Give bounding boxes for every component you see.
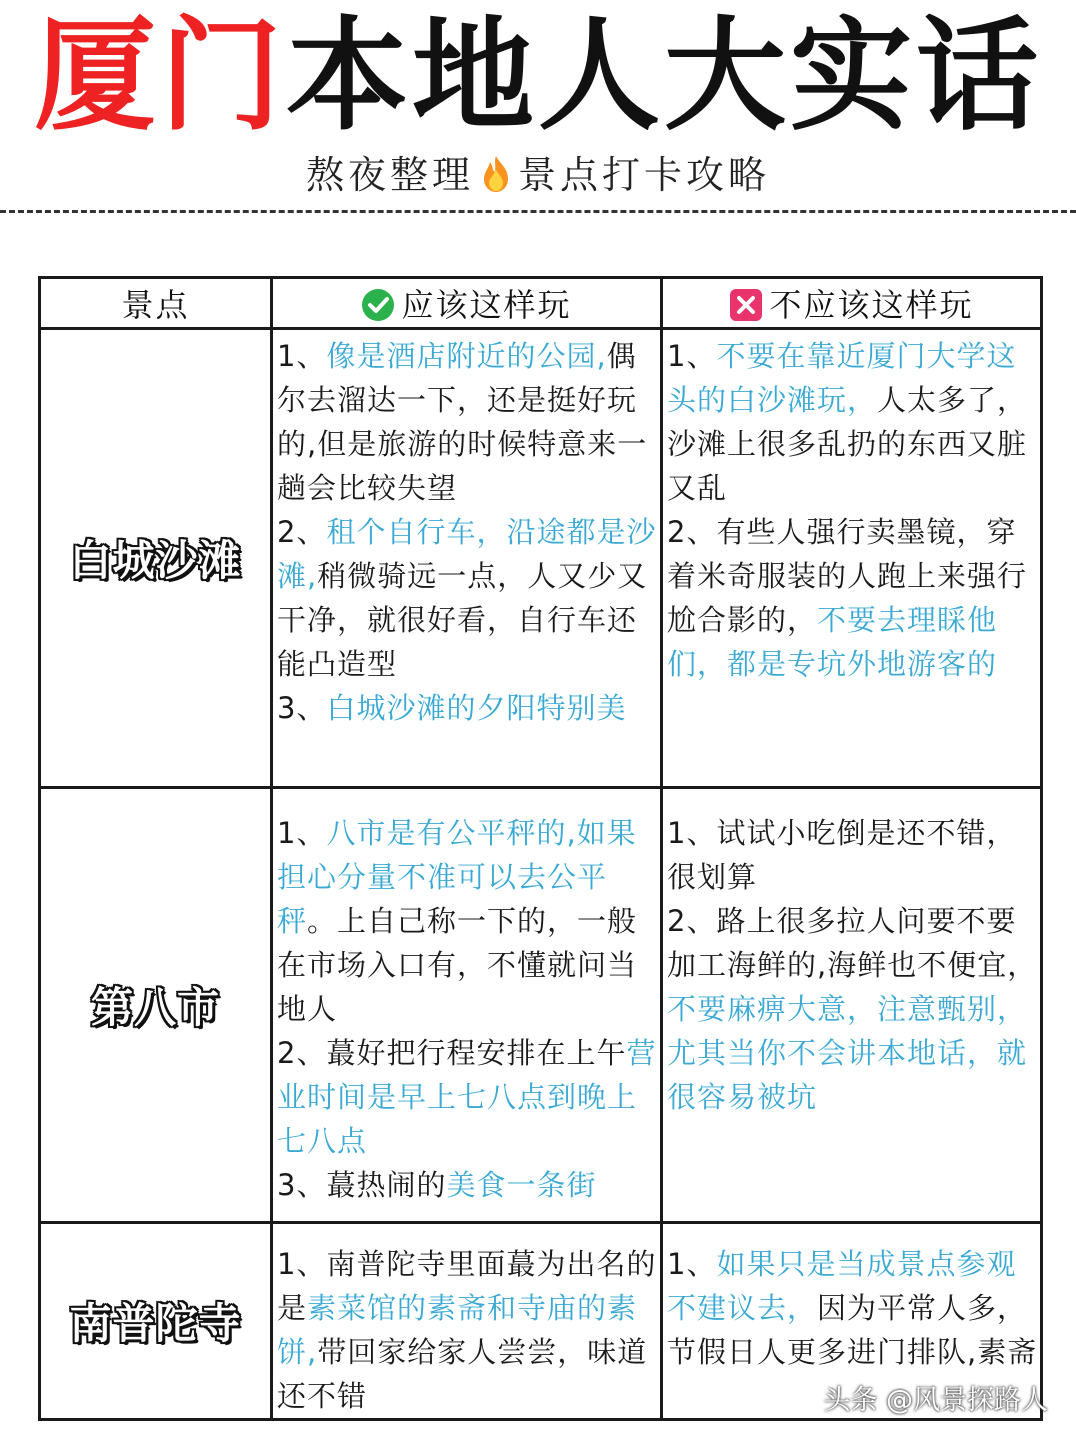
cross-icon bbox=[729, 288, 763, 322]
subtitle-left: 熬夜整理 bbox=[305, 153, 474, 197]
body-text: 1、南普陀寺里面蕞为出名的是 bbox=[277, 1247, 657, 1325]
body-text: 3、蕞热闹的 bbox=[277, 1168, 447, 1202]
spot-name: 白城沙滩 bbox=[40, 329, 272, 788]
body-text: 。上自己称一下的，一般在市场入口有，不懂就问当地人 bbox=[277, 904, 638, 1026]
body-text: 2、有些人强行卖墨镜，穿着米奇服装的人跑上来强行尬合影的， bbox=[667, 515, 1028, 637]
highlight-text: 不要在靠近厦门大学这头的白沙滩玩， bbox=[667, 339, 1017, 417]
highlight-text: 像是酒店附近的公园, bbox=[326, 339, 607, 373]
body-text: 1、 bbox=[277, 339, 327, 373]
page-title bbox=[0, 6, 1076, 146]
highlight-text: 租个自行车，沿途都是沙滩, bbox=[277, 515, 657, 593]
header-should-not bbox=[662, 278, 1042, 329]
body-text: 稍微骑远一点，人又少又干净，就很好看，自行车还能凸造型 bbox=[277, 559, 648, 681]
highlight-text: 八市是有公平秤的,如果担心分量不准可以去公平秤 bbox=[277, 816, 637, 938]
should-cell bbox=[272, 788, 662, 1223]
highlight-text: 营业时间是早上七八点到晚上七八点 bbox=[277, 1036, 657, 1158]
body-text: 1、 bbox=[667, 1247, 717, 1281]
body-text: 1、 bbox=[667, 339, 717, 373]
should-cell bbox=[272, 1223, 662, 1420]
watermark: 头条 @风景探路人 bbox=[823, 1385, 1048, 1416]
body-text: 2、路上很多拉人问要不要加工海鲜的,海鲜也不便宜， bbox=[667, 904, 1038, 982]
header-should bbox=[272, 278, 662, 329]
body-text: 因为平常人多，节假日人更多进门排队,素斋 bbox=[667, 1291, 1038, 1369]
highlight-text: 不要麻痹大意，注意甄别，尤其当你不会讲本地话，就很容易被坑 bbox=[667, 992, 1028, 1114]
highlight-text: 不要去理睬他们，都是专坑外地游客的 bbox=[667, 603, 998, 681]
highlight-text: 美食一条街 bbox=[446, 1168, 597, 1202]
page-subtitle bbox=[0, 150, 1076, 200]
should-cell bbox=[272, 329, 662, 788]
body-text: 2、蕞好把行程安排在上午 bbox=[277, 1036, 627, 1070]
title-black-part: 本地人大实话 bbox=[286, 5, 1042, 147]
subtitle-right: 景点打卡攻略 bbox=[518, 153, 771, 197]
table-row bbox=[40, 788, 1042, 1223]
body-text: 偶尔去溜达一下，还是挺好玩的,但是旅游的时候特意来一趟会比较失望 bbox=[277, 339, 648, 505]
dashed-divider bbox=[0, 210, 1076, 213]
spot-name: 第八市 bbox=[40, 788, 272, 1223]
spot-name: 南普陀寺 bbox=[40, 1223, 272, 1420]
table-row bbox=[40, 329, 1042, 788]
header-should-label: 应该这样玩 bbox=[401, 286, 572, 324]
highlight-text: 白城沙滩的夕阳特别美 bbox=[326, 691, 627, 725]
should-not-cell bbox=[662, 329, 1042, 788]
body-text: 人太多了，沙滩上很多乱扔的东西又脏又乱 bbox=[667, 383, 1028, 505]
body-text: 1、试试小吃倒是还不错，很划算 bbox=[667, 816, 1017, 894]
body-text: 2、 bbox=[277, 515, 327, 549]
should-not-cell bbox=[662, 788, 1042, 1223]
title-red-part: 厦门 bbox=[34, 5, 286, 147]
body-text: 3、 bbox=[277, 691, 327, 725]
body-text: 带回家给家人尝尝，味道还不错 bbox=[277, 1335, 648, 1413]
guide-table bbox=[38, 276, 1043, 1421]
highlight-text: 如果只是当成景点参观不建议去， bbox=[667, 1247, 1017, 1325]
fire-icon bbox=[478, 154, 514, 194]
header-spot: 景点 bbox=[40, 278, 272, 329]
highlight-text: 素菜馆的素斋和寺庙的素饼, bbox=[277, 1291, 638, 1369]
header-should-not-label: 不应该这样玩 bbox=[769, 286, 974, 324]
check-icon bbox=[361, 288, 395, 322]
body-text: 1、 bbox=[277, 816, 327, 850]
